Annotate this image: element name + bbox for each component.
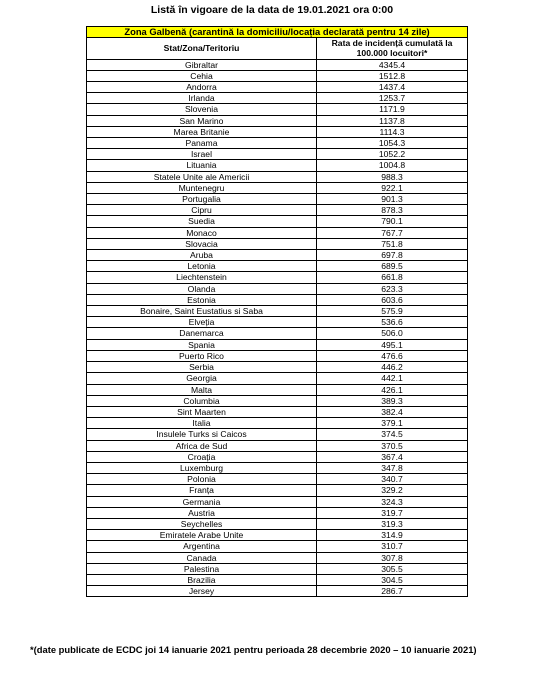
country-cell: Georgia xyxy=(87,373,317,384)
country-cell: Elveția xyxy=(87,317,317,328)
country-cell: Spania xyxy=(87,339,317,350)
country-cell: Seychelles xyxy=(87,518,317,529)
country-cell: Suedia xyxy=(87,216,317,227)
table-row xyxy=(87,205,468,216)
country-cell: Liechtenstein xyxy=(87,272,317,283)
country-cell: Olanda xyxy=(87,283,317,294)
incidence-rate-cell: 603.6 xyxy=(317,294,468,305)
country-cell: Serbia xyxy=(87,362,317,373)
table-row xyxy=(87,552,468,563)
table-row xyxy=(87,530,468,541)
table-row xyxy=(87,328,468,339)
table-row xyxy=(87,462,468,473)
table-row xyxy=(87,507,468,518)
table-row xyxy=(87,182,468,193)
incidence-rate-cell: 367.4 xyxy=(317,451,468,462)
table-row xyxy=(87,160,468,171)
incidence-rate-cell: 922.1 xyxy=(317,182,468,193)
incidence-rate-cell: 382.4 xyxy=(317,406,468,417)
incidence-rate-cell: 319.3 xyxy=(317,518,468,529)
country-cell: Luxemburg xyxy=(87,462,317,473)
incidence-rate-cell: 878.3 xyxy=(317,205,468,216)
table-row xyxy=(87,261,468,272)
incidence-rate-cell: 1512.8 xyxy=(317,70,468,81)
footnote: *(date publicate de ECDC joi 14 ianuarie 2021 pentru perioada 28 decembrie 2020 – 10 ianuarie 2021) xyxy=(30,644,477,655)
country-cell: Argentina xyxy=(87,541,317,552)
zone-header: Zona Galbenă (carantină la domiciliu/locația declarată pentru 14 zile) xyxy=(87,27,468,38)
column-header-country: Stat/Zona/Teritoriu xyxy=(87,38,317,59)
incidence-rate-cell: 623.3 xyxy=(317,283,468,294)
country-cell: Palestina xyxy=(87,563,317,574)
table-row xyxy=(87,518,468,529)
incidence-rate-cell: 495.1 xyxy=(317,339,468,350)
incidence-rate-cell: 536.6 xyxy=(317,317,468,328)
country-cell: Israel xyxy=(87,149,317,160)
country-cell: Danemarca xyxy=(87,328,317,339)
table-row xyxy=(87,317,468,328)
country-cell: Panama xyxy=(87,138,317,149)
incidence-rate-cell: 1114.3 xyxy=(317,126,468,137)
table-row xyxy=(87,238,468,249)
country-cell: Andorra xyxy=(87,82,317,93)
table-row xyxy=(87,563,468,574)
incidence-rate-cell: 4345.4 xyxy=(317,59,468,70)
country-cell: Gibraltar xyxy=(87,59,317,70)
column-header-rate: Rata de incidență cumulată la 100.000 locuitori* xyxy=(317,38,468,59)
incidence-rate-cell: 1052.2 xyxy=(317,149,468,160)
incidence-rate-cell: 661.8 xyxy=(317,272,468,283)
incidence-rate-cell: 1004.8 xyxy=(317,160,468,171)
incidence-rate-cell: 1253.7 xyxy=(317,93,468,104)
country-cell: Marea Britanie xyxy=(87,126,317,137)
incidence-rate-cell: 370.5 xyxy=(317,440,468,451)
incidence-rate-cell: 305.5 xyxy=(317,563,468,574)
country-cell: Bonaire, Saint Eustatius si Saba xyxy=(87,306,317,317)
table-row xyxy=(87,586,468,597)
table-row xyxy=(87,194,468,205)
table-row xyxy=(87,485,468,496)
incidence-rate-cell: 901.3 xyxy=(317,194,468,205)
table-row xyxy=(87,496,468,507)
table-row xyxy=(87,149,468,160)
country-cell: Austria xyxy=(87,507,317,518)
incidence-rate-cell: 314.9 xyxy=(317,530,468,541)
country-cell: Puerto Rico xyxy=(87,350,317,361)
country-cell: Brazilia xyxy=(87,574,317,585)
incidence-rate-cell: 304.5 xyxy=(317,574,468,585)
incidence-rate-cell: 329.2 xyxy=(317,485,468,496)
table-row xyxy=(87,429,468,440)
country-cell: Muntenegru xyxy=(87,182,317,193)
country-cell: Canada xyxy=(87,552,317,563)
incidence-rate-cell: 767.7 xyxy=(317,227,468,238)
country-cell: Portugalia xyxy=(87,194,317,205)
incidence-rate-cell: 1437.4 xyxy=(317,82,468,93)
table-row xyxy=(87,171,468,182)
incidence-rate-cell: 286.7 xyxy=(317,586,468,597)
table-row xyxy=(87,384,468,395)
country-cell: Monaco xyxy=(87,227,317,238)
country-cell: Aruba xyxy=(87,250,317,261)
table-row xyxy=(87,474,468,485)
table-row xyxy=(87,283,468,294)
country-cell: Estonia xyxy=(87,294,317,305)
incidence-rate-cell: 310.7 xyxy=(317,541,468,552)
table-row xyxy=(87,339,468,350)
yellow-zone-table xyxy=(86,26,468,597)
country-cell: Germania xyxy=(87,496,317,507)
incidence-rate-cell: 442.1 xyxy=(317,373,468,384)
table-row xyxy=(87,574,468,585)
incidence-rate-cell: 347.8 xyxy=(317,462,468,473)
country-cell: Sint Maarten xyxy=(87,406,317,417)
country-cell: Lituania xyxy=(87,160,317,171)
incidence-rate-cell: 988.3 xyxy=(317,171,468,182)
incidence-rate-cell: 307.8 xyxy=(317,552,468,563)
country-cell: Slovacia xyxy=(87,238,317,249)
incidence-rate-cell: 374.5 xyxy=(317,429,468,440)
incidence-rate-cell: 1171.9 xyxy=(317,104,468,115)
incidence-rate-cell: 426.1 xyxy=(317,384,468,395)
country-cell: Statele Unite ale Americii xyxy=(87,171,317,182)
incidence-rate-cell: 389.3 xyxy=(317,395,468,406)
incidence-rate-cell: 506.0 xyxy=(317,328,468,339)
table-row xyxy=(87,440,468,451)
incidence-rate-cell: 319.7 xyxy=(317,507,468,518)
country-cell: Jersey xyxy=(87,586,317,597)
country-cell: Columbia xyxy=(87,395,317,406)
country-cell: Croația xyxy=(87,451,317,462)
table-row xyxy=(87,451,468,462)
table-row xyxy=(87,306,468,317)
incidence-rate-cell: 340.7 xyxy=(317,474,468,485)
country-cell: Italia xyxy=(87,418,317,429)
incidence-rate-cell: 575.9 xyxy=(317,306,468,317)
page-title: Listă în vigoare de la data de 19.01.2021 ora 0:00 xyxy=(150,4,394,16)
country-cell: Cipru xyxy=(87,205,317,216)
table-row xyxy=(87,70,468,81)
table-row xyxy=(87,373,468,384)
table-row xyxy=(87,82,468,93)
incidence-rate-cell: 446.2 xyxy=(317,362,468,373)
country-cell: Franța xyxy=(87,485,317,496)
country-cell: Slovenia xyxy=(87,104,317,115)
incidence-rate-cell: 476.6 xyxy=(317,350,468,361)
table-body xyxy=(87,59,468,597)
table-row xyxy=(87,541,468,552)
table-row xyxy=(87,395,468,406)
country-cell: Letonia xyxy=(87,261,317,272)
table-row xyxy=(87,294,468,305)
incidence-rate-cell: 324.3 xyxy=(317,496,468,507)
table-row xyxy=(87,406,468,417)
country-cell: Malta xyxy=(87,384,317,395)
incidence-rate-cell: 689.5 xyxy=(317,261,468,272)
table-row xyxy=(87,126,468,137)
incidence-rate-cell: 1137.8 xyxy=(317,115,468,126)
country-cell: Emiratele Arabe Unite xyxy=(87,530,317,541)
incidence-rate-cell: 1054.3 xyxy=(317,138,468,149)
table-row xyxy=(87,418,468,429)
country-cell: Irlanda xyxy=(87,93,317,104)
table-row xyxy=(87,350,468,361)
table-row xyxy=(87,216,468,227)
incidence-rate-cell: 379.1 xyxy=(317,418,468,429)
table-row xyxy=(87,250,468,261)
table-row xyxy=(87,362,468,373)
table-row xyxy=(87,59,468,70)
incidence-rate-cell: 751.8 xyxy=(317,238,468,249)
incidence-rate-cell: 697.8 xyxy=(317,250,468,261)
country-cell: San Marino xyxy=(87,115,317,126)
country-cell: Cehia xyxy=(87,70,317,81)
table-row xyxy=(87,93,468,104)
country-cell: Polonia xyxy=(87,474,317,485)
country-cell: Africa de Sud xyxy=(87,440,317,451)
table-row xyxy=(87,227,468,238)
table-row xyxy=(87,104,468,115)
table-row xyxy=(87,115,468,126)
table-row xyxy=(87,138,468,149)
table-row xyxy=(87,272,468,283)
country-cell: Insulele Turks si Caicos xyxy=(87,429,317,440)
incidence-rate-cell: 790.1 xyxy=(317,216,468,227)
